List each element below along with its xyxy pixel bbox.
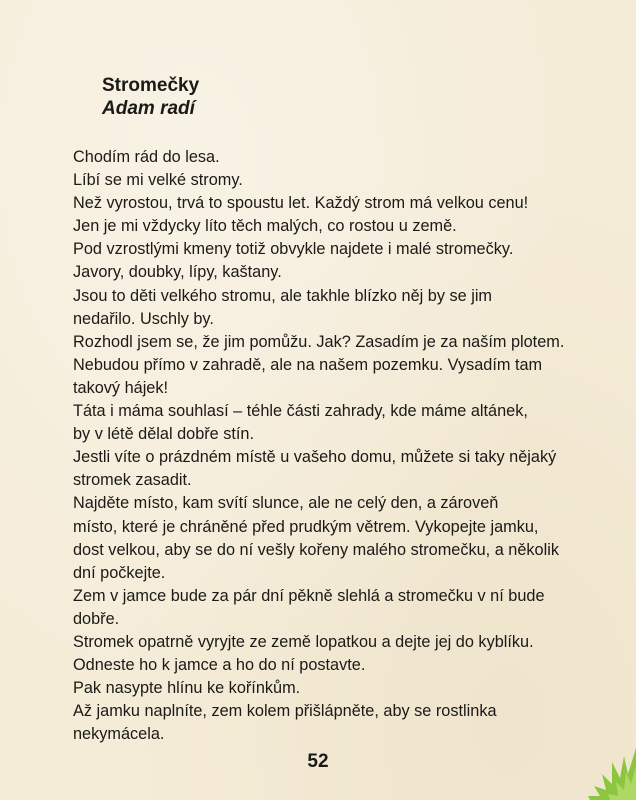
grass-icon — [576, 744, 636, 800]
text-line: Jsou to děti velkého stromu, ale takhle blízko něj by se jim — [73, 286, 492, 305]
text-line: Zem v jamce bude za pár dní pěkně slehlá a stromečku v ní bude — [73, 586, 545, 605]
text-line: dní počkejte. — [73, 563, 166, 582]
text-line: stromek zasadit. — [73, 471, 192, 490]
story-text — [73, 146, 593, 746]
author-name: Adam radí — [102, 98, 195, 119]
text-line: Rozhodl jsem se, že jim pomůžu. Jak? Zasadím je za naším plotem. — [73, 332, 565, 351]
text-line: Než vyrostou, trvá to spoustu let. Každý strom má velkou cenu! — [73, 194, 529, 213]
page-title: Stromečky — [102, 75, 200, 96]
text-line: Jen je mi vždycky líto těch malých, co rostou u země. — [73, 217, 457, 236]
text-line: Táta i máma souhlasí – téhle části zahrady, kde máme altánek, — [73, 402, 528, 421]
text-line: Najděte místo, kam svítí slunce, ale ne celý den, a zároveň — [73, 494, 499, 513]
text-line: Odneste ho k jamce a ho do ní postavte. — [73, 656, 366, 675]
text-line: Chodím rád do lesa. — [73, 148, 220, 166]
text-line: Nebudou přímo v zahradě, ale na našem pozemku. Vysadím tam — [73, 355, 543, 374]
text-line: Javory, doubky, lípy, kaštany. — [73, 263, 282, 282]
text-line: by v létě dělal dobře stín. — [73, 425, 255, 444]
text-line: Pak nasypte hlínu ke kořínkům. — [73, 679, 301, 698]
text-line: nekymácela. — [73, 725, 165, 744]
title-block — [102, 74, 199, 120]
text-line: Pod vzrostlými kmeny totiž obvykle najdete i malé stromečky. — [73, 240, 514, 259]
text-line: Až jamku naplníte, zem kolem přišlápněte, aby se rostlinka — [73, 702, 497, 721]
text-line: dost velkou, aby se do ní vešly kořeny malého stromečku, a několik — [73, 540, 559, 559]
text-line: dobře. — [73, 609, 120, 628]
text-line: takový hájek! — [73, 378, 169, 397]
page-number: 52 — [307, 751, 329, 772]
text-line: Jestli víte o prázdném místě u vašeho domu, můžete si taky nějaký — [73, 448, 557, 467]
text-line: Stromek opatrně vyryjte ze země lopatkou a dejte jej do kyblíku. — [73, 632, 534, 651]
text-line: nedařilo. Uschly by. — [73, 309, 214, 328]
text-line: Líbí se mi velké stromy. — [73, 171, 243, 190]
text-line: místo, které je chráněné před prudkým větrem. Vykopejte jamku, — [73, 517, 539, 536]
